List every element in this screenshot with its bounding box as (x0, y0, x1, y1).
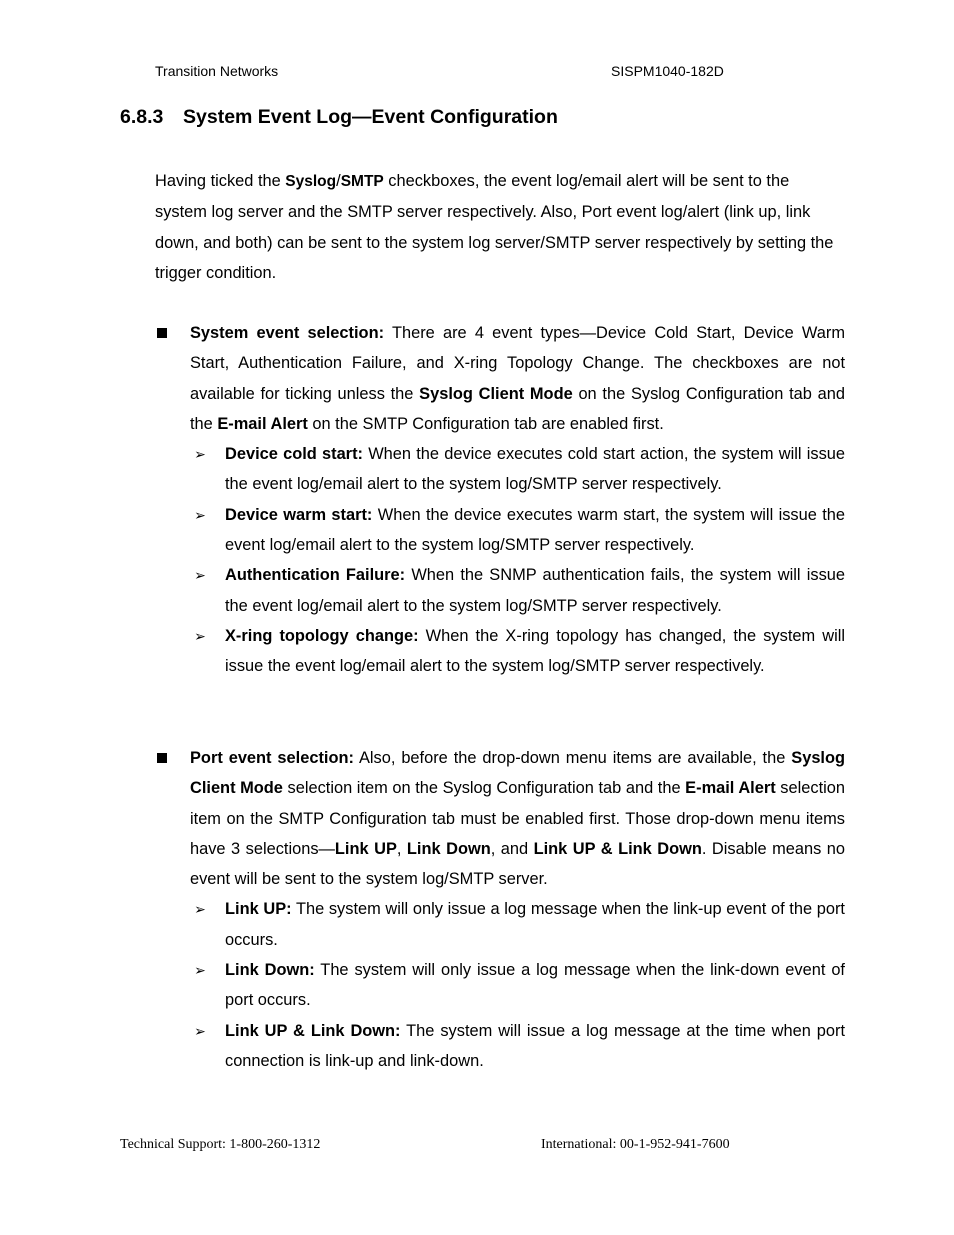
item-text: When the device executes warm start, the system will issue the event log/email alert to the system log/SMTP server respectively. (225, 505, 845, 555)
arrowhead-icon: ➢ (194, 901, 206, 918)
comma: , (396, 839, 407, 858)
list-item (155, 621, 845, 682)
item-label: Authentication Failure: (225, 566, 406, 585)
syslog-client-mode-term: Syslog Client Mode (419, 384, 573, 403)
section-number: 6.8.3 (120, 106, 164, 128)
item-label: Link Down: (225, 961, 315, 980)
footer-left: Technical Support: 1-800-260-1312 (120, 1137, 321, 1152)
item-label: X-ring topology change: (225, 626, 419, 645)
port-event-text-1: Also, before the drop-down menu items are available, the (353, 749, 792, 767)
item-text: The system will only issue a log message when the link-down event of port occurs. (225, 961, 845, 1010)
email-alert-term: E-mail Alert (217, 414, 308, 433)
arrowhead-icon: ➢ (194, 627, 206, 644)
port-event-text-2: selection item on the Syslog Configuration tab and the (282, 779, 686, 798)
intro-text: Having ticked the (155, 172, 286, 190)
list-item (155, 1016, 845, 1077)
item-text: When the SNMP authentication fails, the system will issue the event log/email alert to the system log/SMTP server respectively. (225, 566, 845, 615)
list-item (155, 894, 845, 955)
list-item (155, 560, 845, 621)
email-alert-term: E-mail Alert (685, 779, 776, 798)
item-text: When the X-ring topology has changed, the system will issue the event log/email alert to the system log/SMTP server respectively. (225, 626, 845, 676)
item-text: The system will issue a log message at the time when port connection is link-up and link-down. (225, 1021, 846, 1070)
syslog-term: Syslog (285, 173, 337, 190)
system-event-text-3: on the SMTP Configuration tab are enabled first. (307, 414, 664, 433)
header-left: Transition Networks (155, 63, 279, 79)
item-text: The system will only issue a log message when the link-up event of the port occurs. (225, 900, 845, 949)
arrowhead-icon: ➢ (194, 962, 206, 979)
footer-right: International: 00-1-952-941-7600 (541, 1137, 730, 1152)
port-event-text-6: . Disable means no event will be sent to the system log/SMTP server. (190, 839, 845, 889)
black-square-icon (157, 328, 167, 338)
item-label: Link UP: (225, 900, 292, 919)
slash: / (336, 172, 341, 190)
item-label: Link UP & Link Down: (225, 1021, 401, 1040)
link-up-and-down-term: Link UP & Link Down (533, 839, 702, 858)
port-event-text-3: selection item on the SMTP Configuration tab must be enabled first. Those drop-down menu items have 3 selections— (190, 779, 845, 858)
arrowhead-icon: ➢ (194, 567, 206, 584)
black-square-icon (157, 753, 167, 763)
port-event-label: Port event selection: (190, 749, 354, 767)
and-text: , and (490, 839, 534, 858)
arrowhead-icon: ➢ (194, 446, 206, 463)
item-label: Device warm start: (225, 505, 373, 524)
link-down-term: Link Down (406, 839, 491, 858)
system-event-bullet (155, 318, 845, 439)
list-item (155, 500, 845, 561)
arrowhead-icon: ➢ (194, 506, 206, 523)
system-event-section (155, 318, 845, 682)
list-item (155, 439, 845, 500)
system-event-text-2: on the Syslog Configuration tab and the (190, 384, 845, 433)
port-event-section (155, 743, 845, 1076)
port-event-bullet (155, 743, 845, 894)
section-heading (120, 106, 558, 129)
section-title: System Event Log—Event Configuration (183, 106, 558, 128)
item-text: When the device executes cold start action, the system will issue the event log/email alert to the system log/SMTP server respectively. (225, 445, 845, 494)
intro-text-after: checkboxes, the event log/email alert will be sent to the system log server and the SMTP server respectively. Also, Port event log/alert (link up, link down, and both) can be sent to the system log server/SMTP server respectively by setting the trigger condition. (155, 172, 834, 283)
syslog-client-mode-term: Syslog Client Mode (190, 749, 846, 798)
list-item (155, 955, 845, 1016)
system-event-text-1: There are 4 event types—Device Cold Start, Device Warm Start, Authentication Failure, and X-ring Topology Change. The checkboxes are not available for ticking unless the (190, 324, 845, 403)
smtp-term: SMTP (340, 173, 384, 190)
arrowhead-icon: ➢ (194, 1022, 206, 1039)
item-label: Device cold start: (225, 445, 363, 464)
header-right: SISPM1040-182D (611, 63, 724, 79)
link-up-term: Link UP (334, 839, 397, 858)
intro-paragraph (155, 166, 845, 289)
system-event-label: System event selection: (190, 324, 385, 342)
